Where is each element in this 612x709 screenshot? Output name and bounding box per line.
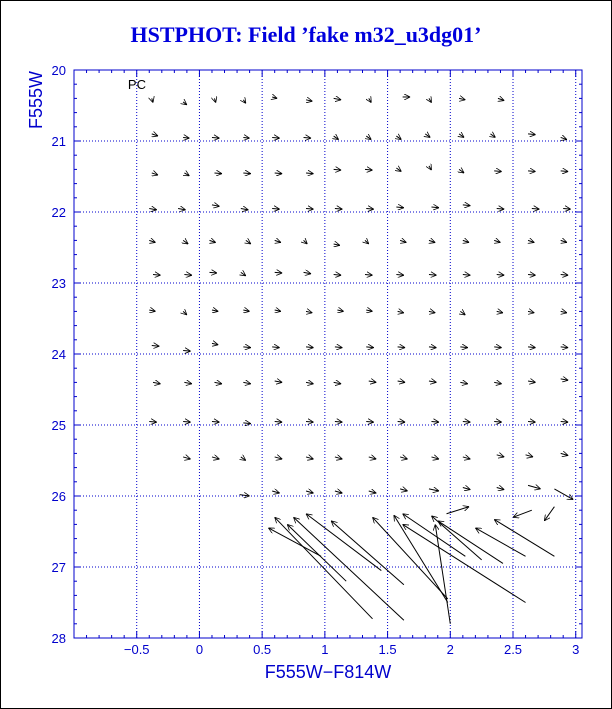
- shift-vector: [561, 453, 569, 455]
- shift-vector: [149, 208, 157, 209]
- shift-vector: [212, 457, 220, 459]
- shift-vector: [561, 274, 569, 275]
- shift-vector: [152, 98, 153, 102]
- shift-vector: [431, 421, 439, 422]
- shift-vector: [561, 421, 569, 422]
- x-tick-label: 0.5: [253, 642, 272, 657]
- shift-vector-long: [447, 507, 470, 514]
- shift-vector: [554, 489, 573, 500]
- y-tick-label: 27: [51, 560, 66, 575]
- shift-vector-long: [494, 519, 554, 556]
- shift-vector: [463, 421, 471, 422]
- shift-vector: [494, 382, 502, 383]
- shift-vector: [272, 491, 280, 493]
- shift-vector: [366, 208, 374, 209]
- shift-vector: [272, 347, 280, 348]
- shift-vector: [153, 382, 161, 383]
- shift-vector: [243, 100, 246, 104]
- shift-vector: [246, 240, 251, 244]
- shift-vector: [528, 347, 536, 348]
- shift-vector: [335, 491, 343, 493]
- shift-vector-long: [438, 521, 503, 564]
- shift-vector: [429, 98, 432, 102]
- shift-vector: [528, 381, 536, 382]
- shift-vector: [214, 98, 215, 102]
- shift-vector: [494, 240, 500, 242]
- plot-area-border: [74, 70, 582, 638]
- shift-vector: [365, 240, 369, 244]
- y-tick-label: 20: [51, 63, 66, 78]
- chart-title: HSTPHOT: Field ’fake m32_u3dg01’: [130, 22, 482, 47]
- shift-vector: [241, 208, 249, 209]
- shift-vector: [335, 347, 343, 348]
- shift-vector: [561, 311, 567, 312]
- shift-vector: [463, 487, 471, 489]
- shift-vector: [366, 310, 372, 311]
- shift-vector: [275, 272, 283, 273]
- shift-vector: [369, 491, 377, 493]
- shift-vector-long: [331, 521, 404, 585]
- shift-vector: [183, 350, 191, 351]
- shift-vector: [398, 311, 404, 312]
- shift-vector: [398, 381, 406, 382]
- shift-vector-long: [394, 515, 448, 602]
- shift-vector: [561, 240, 567, 242]
- shift-vector: [490, 134, 495, 138]
- shift-vector: [463, 240, 469, 242]
- shift-vector-long: [513, 510, 532, 517]
- shift-vector: [275, 173, 283, 174]
- shift-vector: [396, 168, 401, 172]
- shift-vector: [526, 455, 534, 457]
- shift-vector: [459, 169, 464, 173]
- shift-vector-long: [287, 524, 346, 581]
- y-tick-label: 21: [51, 134, 66, 149]
- shift-vector: [183, 102, 187, 105]
- shift-vector: [243, 310, 249, 311]
- shift-vector: [214, 173, 222, 174]
- shift-vector: [149, 310, 155, 311]
- shift-vector: [366, 347, 374, 348]
- shift-vector: [528, 421, 536, 422]
- shift-vector-long: [435, 524, 450, 623]
- shift-vector-long: [275, 517, 373, 619]
- shift-vector: [494, 421, 502, 422]
- shift-vector: [241, 457, 246, 461]
- shift-vector: [337, 310, 343, 311]
- shift-vector: [149, 421, 157, 422]
- shift-vector: [272, 97, 277, 98]
- shift-vector: [334, 244, 340, 245]
- shift-vector: [241, 272, 246, 276]
- shift-vector: [304, 240, 308, 244]
- shift-vector: [275, 240, 281, 242]
- shift-vector: [335, 208, 343, 209]
- shift-vector: [212, 421, 220, 422]
- shift-vector: [306, 173, 314, 174]
- x-axis-label: F555W−F814W: [264, 662, 392, 682]
- shift-vector: [459, 98, 465, 99]
- shift-vector: [334, 169, 342, 170]
- y-tick-label: 24: [51, 347, 66, 362]
- vector-field: [149, 97, 573, 624]
- shift-vector: [497, 487, 505, 489]
- shift-vector: [398, 421, 406, 422]
- shift-vector: [335, 421, 343, 422]
- shift-vector: [494, 171, 502, 172]
- shift-vector-long: [544, 507, 554, 521]
- y-tick-label: 28: [51, 631, 66, 646]
- shift-vector: [275, 381, 283, 382]
- x-tick-label: 2.5: [503, 642, 523, 657]
- shift-vector: [561, 137, 567, 139]
- shift-vector: [304, 137, 312, 138]
- shift-vector: [497, 208, 505, 209]
- shift-vector: [152, 345, 160, 346]
- shift-vector: [184, 274, 192, 275]
- shift-vector: [528, 134, 536, 135]
- shift-vector: [365, 274, 373, 275]
- shift-vector: [212, 205, 220, 206]
- shift-vector: [275, 457, 283, 459]
- shift-vector: [561, 347, 569, 348]
- shift-vector: [463, 205, 471, 206]
- shift-vector: [494, 347, 502, 348]
- x-tick-label: 3: [572, 642, 580, 657]
- y-tick-label: 22: [51, 205, 66, 220]
- shift-vector: [183, 311, 187, 315]
- shift-vector: [272, 137, 280, 138]
- x-tick-label: −0.5: [123, 642, 150, 657]
- shift-vector: [369, 381, 377, 382]
- shift-vector: [400, 489, 408, 491]
- y-axis-label: F555W: [26, 70, 46, 130]
- shift-vector: [429, 347, 437, 348]
- shift-vector: [306, 100, 312, 101]
- shift-vector: [398, 347, 406, 348]
- shift-vector-long: [475, 528, 525, 556]
- shift-vector: [532, 208, 540, 209]
- shift-vector-long: [403, 514, 466, 557]
- shift-vector: [460, 311, 465, 315]
- shift-vector: [306, 491, 314, 493]
- shift-vector: [431, 457, 439, 459]
- shift-vector: [334, 98, 342, 99]
- shift-vector: [306, 457, 314, 459]
- x-tick-label: 1.5: [378, 642, 397, 657]
- shift-vector: [459, 134, 464, 138]
- shift-vector: [212, 343, 218, 344]
- shift-vector: [429, 166, 432, 170]
- shift-vector: [429, 311, 435, 312]
- shift-vector: [528, 171, 536, 172]
- shift-vector: [429, 240, 435, 242]
- shift-vector: [275, 421, 283, 422]
- shift-vector: [431, 207, 439, 208]
- shift-vector: [243, 137, 249, 138]
- shift-vector: [243, 347, 251, 348]
- gridlines: [74, 70, 582, 638]
- shift-vector: [209, 272, 217, 273]
- shift-vector: [369, 457, 377, 459]
- shift-vector: [396, 274, 404, 275]
- shift-vector: [306, 382, 314, 383]
- shift-vector: [497, 311, 503, 312]
- shift-vector: [306, 421, 314, 422]
- shift-vector: [400, 240, 406, 242]
- shift-vector: [366, 421, 374, 422]
- shift-vector: [563, 208, 571, 209]
- shift-vector: [306, 208, 314, 209]
- shift-vector: [561, 379, 569, 380]
- shift-vector: [463, 457, 471, 459]
- shift-vector: [334, 274, 342, 275]
- shift-vector: [212, 137, 220, 138]
- shift-vector: [184, 173, 189, 176]
- shift-vector: [497, 274, 505, 275]
- shift-vector: [152, 134, 158, 136]
- shift-vector: [184, 382, 192, 383]
- shift-vector: [528, 485, 541, 489]
- shift-vector: [429, 381, 437, 382]
- shift-vector: [183, 457, 191, 459]
- shift-vector: [460, 347, 468, 348]
- shift-vector: [153, 274, 161, 275]
- shift-vector: [214, 382, 222, 383]
- shift-vector: [460, 382, 468, 383]
- shift-vector: [304, 272, 312, 273]
- shift-vector: [463, 274, 471, 275]
- shift-vector: [369, 98, 372, 102]
- chip-label: PC: [127, 77, 146, 93]
- shift-vector: [498, 98, 504, 100]
- y-tick-label: 26: [51, 489, 66, 504]
- shift-vector-long: [403, 524, 526, 602]
- shift-vector: [243, 382, 251, 383]
- shift-vector: [429, 274, 437, 275]
- y-tick-label: 23: [51, 276, 66, 291]
- shift-vector: [240, 495, 250, 496]
- shift-vector: [528, 311, 534, 312]
- shift-vector: [183, 421, 191, 422]
- shift-vector: [335, 457, 343, 459]
- shift-vector: [528, 274, 536, 275]
- shift-vector: [183, 240, 188, 244]
- shift-vector: [365, 169, 373, 170]
- shift-vector: [178, 208, 186, 209]
- shift-vector: [243, 423, 251, 424]
- shift-vector: [152, 173, 158, 175]
- x-tick-label: 0: [195, 642, 204, 657]
- shift-vector: [366, 136, 371, 140]
- shift-vector: [561, 171, 569, 172]
- shift-vector: [306, 347, 314, 348]
- shift-vector: [400, 457, 408, 459]
- shift-vector: [429, 489, 439, 491]
- shift-vector: [183, 137, 189, 138]
- shift-vector: [425, 134, 430, 138]
- shift-vector: [149, 240, 155, 242]
- shift-vector: [334, 136, 339, 140]
- shift-vector: [275, 310, 281, 311]
- shift-vector: [396, 207, 404, 208]
- x-tick-label: 2: [446, 642, 454, 657]
- shift-vector: [334, 382, 342, 383]
- x-tick-label: 1: [321, 642, 329, 657]
- shift-vector: [272, 208, 280, 209]
- shift-vector: [306, 311, 312, 312]
- shift-vector: [209, 240, 215, 242]
- axes: [52, 63, 582, 657]
- shift-vector: [497, 455, 505, 457]
- shift-vector: [396, 136, 401, 140]
- shift-vector: [528, 240, 534, 242]
- shift-vector: [212, 310, 218, 311]
- shift-vector: [243, 173, 251, 174]
- y-tick-label: 25: [51, 418, 66, 433]
